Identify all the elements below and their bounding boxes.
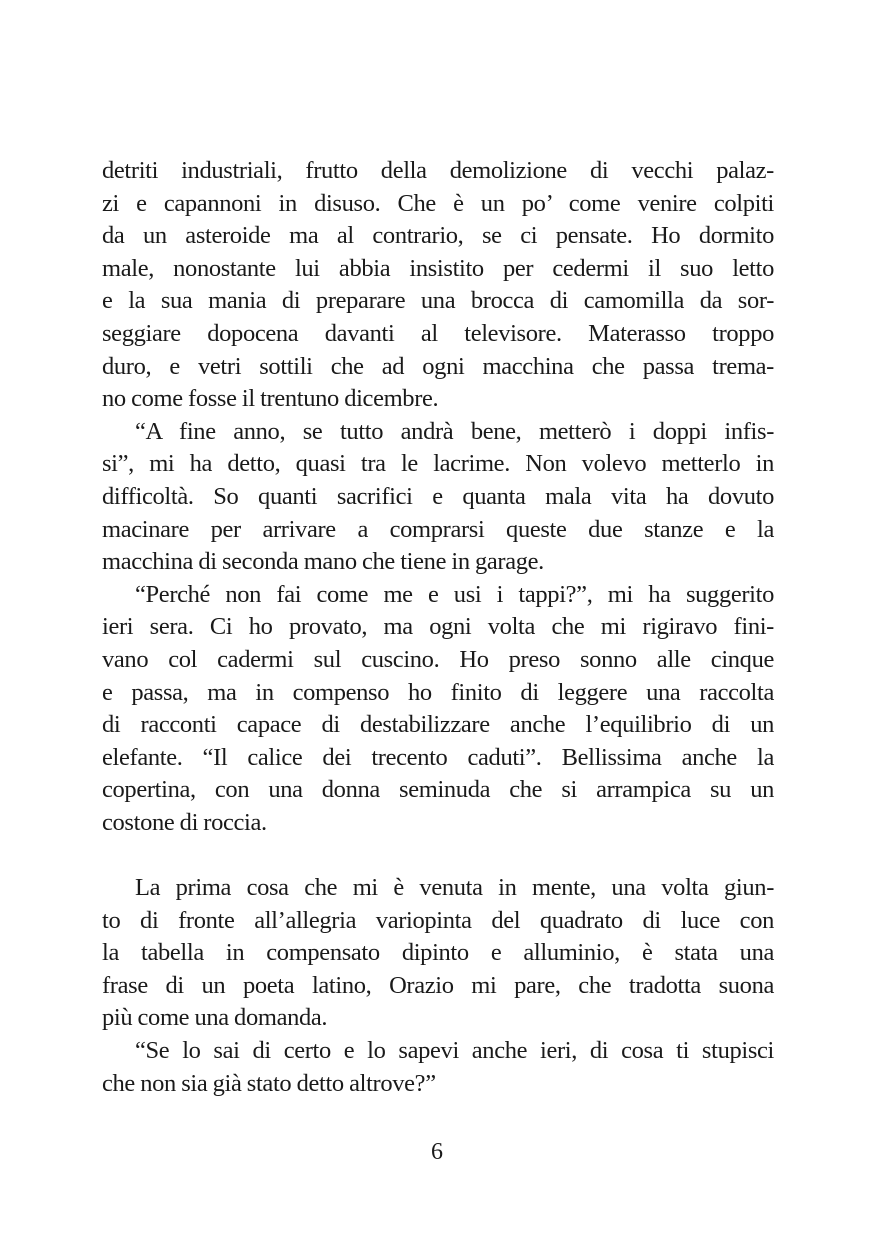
text-line: costone di roccia.: [102, 808, 267, 836]
text-line: to di fronte all’allegria variopinta del quadrato di luce con: [102, 906, 774, 934]
paragraph: [102, 155, 774, 416]
text-line: macinare per arrivare a comprarsi queste due stanze e la: [102, 515, 774, 543]
text-line: che non sia già stato detto altrove?”: [102, 1069, 436, 1097]
section-break: [102, 839, 774, 872]
paragraph: [102, 872, 774, 1035]
text-line: e passa, ma in compenso ho finito di leggere una raccolta: [102, 678, 774, 706]
text-line: vano col cadermi sul cuscino. Ho preso sonno alle cinque: [102, 645, 774, 673]
text-line: e la sua mania di preparare una brocca di camomilla da sor-: [102, 287, 774, 315]
text-line: zi e capannoni in disuso. Che è un po’ come venire colpiti: [102, 189, 774, 217]
text-line: “Perché non fai come me e usi i tappi?”, mi ha suggerito: [135, 580, 774, 608]
text-line: da un asteroide ma al contrario, se ci pensate. Ho dormito: [102, 222, 774, 250]
paragraph: [102, 579, 774, 840]
text-line: di racconti capace di destabilizzare anche l’equilibrio di un: [102, 711, 774, 739]
text-line: male, nonostante lui abbia insistito per cedermi il suo letto: [102, 254, 774, 282]
page-body: [102, 155, 774, 1100]
text-line: “Se lo sai di certo e lo sapevi anche ieri, di cosa ti stupisci: [135, 1037, 774, 1065]
page-number: 6: [431, 1139, 443, 1165]
text-line: ieri sera. Ci ho provato, ma ogni volta che mi rigiravo fini-: [102, 613, 774, 641]
paragraph: [102, 416, 774, 579]
text-line: la tabella in compensato dipinto e alluminio, è stata una: [102, 939, 774, 967]
text-line: elefante. “Il calice dei trecento caduti”. Bellissima anche la: [102, 743, 774, 771]
text-line: La prima cosa che mi è venuta in mente, una volta giun-: [135, 874, 774, 902]
text-line: “A fine anno, se tutto andrà bene, metterò i doppi infis-: [135, 417, 774, 445]
text-line: frase di un poeta latino, Orazio mi pare, che tradotta suona: [102, 971, 774, 999]
text-line: difficoltà. So quanti sacrifici e quanta mala vita ha dovuto: [102, 482, 774, 510]
text-line: macchina di seconda mano che tiene in garage.: [102, 548, 544, 576]
text-line: più come una domanda.: [102, 1004, 328, 1032]
paragraph: [102, 1035, 774, 1100]
text-line: seggiare dopocena davanti al televisore. Materasso troppo: [102, 319, 774, 347]
text-line: duro, e vetri sottili che ad ogni macchina che passa trema-: [102, 352, 774, 380]
text-line: detriti industriali, frutto della demolizione di vecchi palaz-: [102, 157, 774, 184]
text-line: si”, mi ha detto, quasi tra le lacrime. Non volevo metterlo in: [102, 450, 774, 478]
text-line: no come fosse il trentuno dicembre.: [102, 385, 439, 413]
text-line: copertina, con una donna seminuda che si arrampica su un: [102, 776, 774, 804]
